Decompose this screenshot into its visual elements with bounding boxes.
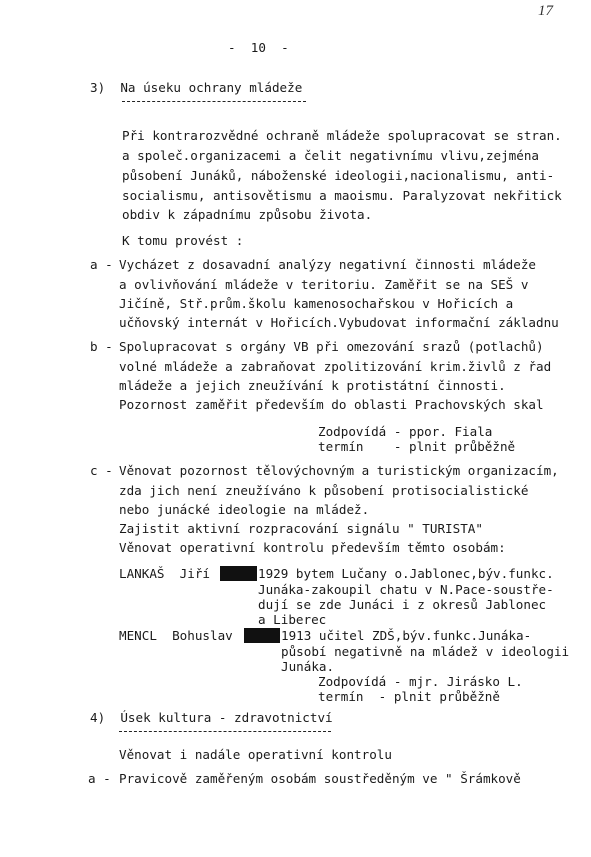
item-c-line: zda jich není zneužíváno k působení protisocialistické — [119, 483, 529, 498]
item-c-line: Zajistit aktivní rozpracování signálu " TURISTA" — [119, 521, 483, 536]
section-4-underline — [119, 731, 331, 732]
item-a-line: Vycházet z dosavadní analýzy negativní činnosti mládeže — [119, 257, 537, 272]
section-4-intro: Věnovat i nadále operativní kontrolu — [119, 747, 392, 762]
item-c-deadline: termín - plnit průběžně — [318, 689, 500, 704]
item-b-deadline: termín - plnit průběžně — [318, 439, 516, 454]
item-a-line: a ovlivňování mládeže v teritoriu. Zaměřit se na SEŠ v — [119, 277, 529, 292]
section-3-heading: 3) Na úseku ochrany mládeže — [90, 80, 303, 95]
item-b-line: Pozornost zaměřit především do oblasti Prachovských skal — [119, 397, 544, 412]
person-2-line: Junáka. — [281, 659, 335, 674]
item-b-line: mládeže a jejich zneužívání k protistátní činnosti. — [119, 378, 506, 393]
person-2-name: MENCL Bohuslav — [119, 628, 233, 643]
item-c-line: Věnovat operativní kontrolu především těmto osobám: — [119, 540, 506, 555]
corner-page-number: 17 — [538, 3, 553, 19]
item-b-marker: b - — [90, 339, 113, 354]
paragraph-line: působení Junáků, náboženské ideologii,nacionalismu, anti- — [122, 168, 555, 183]
item-b-responsible: Zodpovídá - ppor. Fiala — [318, 424, 493, 439]
redaction-bar — [220, 566, 257, 581]
section-4-item-a-marker: a - — [88, 771, 111, 786]
person-1-line: a Liberec — [258, 612, 327, 627]
item-a-line: učňovský internát v Hořicích.Vybudovat informační základnu — [119, 315, 559, 330]
person-1-line: 1929 bytem Lučany o.Jablonec,býv.funkc. — [258, 566, 554, 581]
page-number: - 10 - — [228, 40, 289, 55]
intro-line: K tomu provést : — [122, 233, 244, 248]
person-1-line: dují se zde Junáci i z okresů Jablonec — [258, 597, 547, 612]
item-a-line: Jičíně, Stř.prům.školu kamenosochařskou v Hořicích a — [119, 296, 514, 311]
item-c-responsible: Zodpovídá - mjr. Jirásko L. — [318, 674, 523, 689]
person-1-name: LANKAŠ Jiří — [119, 566, 210, 581]
person-2-line: 1913 učitel ZDŠ,býv.funkc.Junáka- — [281, 628, 532, 643]
item-c-marker: c - — [90, 463, 113, 478]
person-1-line: Junáka-zakoupil chatu v N.Pace-soustře- — [258, 582, 554, 597]
item-c-line: nebo junácké ideologie na mládež. — [119, 502, 370, 517]
item-b-line: Spolupracovat s orgány VB při omezování srazů (potlachů) — [119, 339, 544, 354]
person-2-line: působí negativně na mládež v ideologii — [281, 644, 570, 659]
section-3-underline — [122, 101, 306, 102]
paragraph-line: socialismu, antisovětismu a maoismu. Paralyzovat nekřitick — [122, 188, 562, 203]
section-4-item-a-line: Pravicově zaměřeným osobám soustředěným ve " Šrámkově — [119, 771, 521, 786]
item-c-line: Věnovat pozornost tělovýchovným a turistickým organizacím, — [119, 463, 559, 478]
paragraph-line: a společ.organizacemi a čelit negativnímu vlivu,zejména — [122, 148, 540, 163]
item-a-marker: a - — [90, 257, 113, 272]
redaction-bar — [244, 628, 280, 643]
item-b-line: volné mládeže a zabraňovat zpolitizování krim.živlů z řad — [119, 359, 552, 374]
paragraph-line: Při kontrarozvědné ochraně mládeže spolupracovat se stran. — [122, 128, 562, 143]
section-4-heading: 4) Úsek kultura - zdravotnictví — [90, 710, 333, 725]
paragraph-line: obdiv k západnímu způsobu života. — [122, 207, 373, 222]
